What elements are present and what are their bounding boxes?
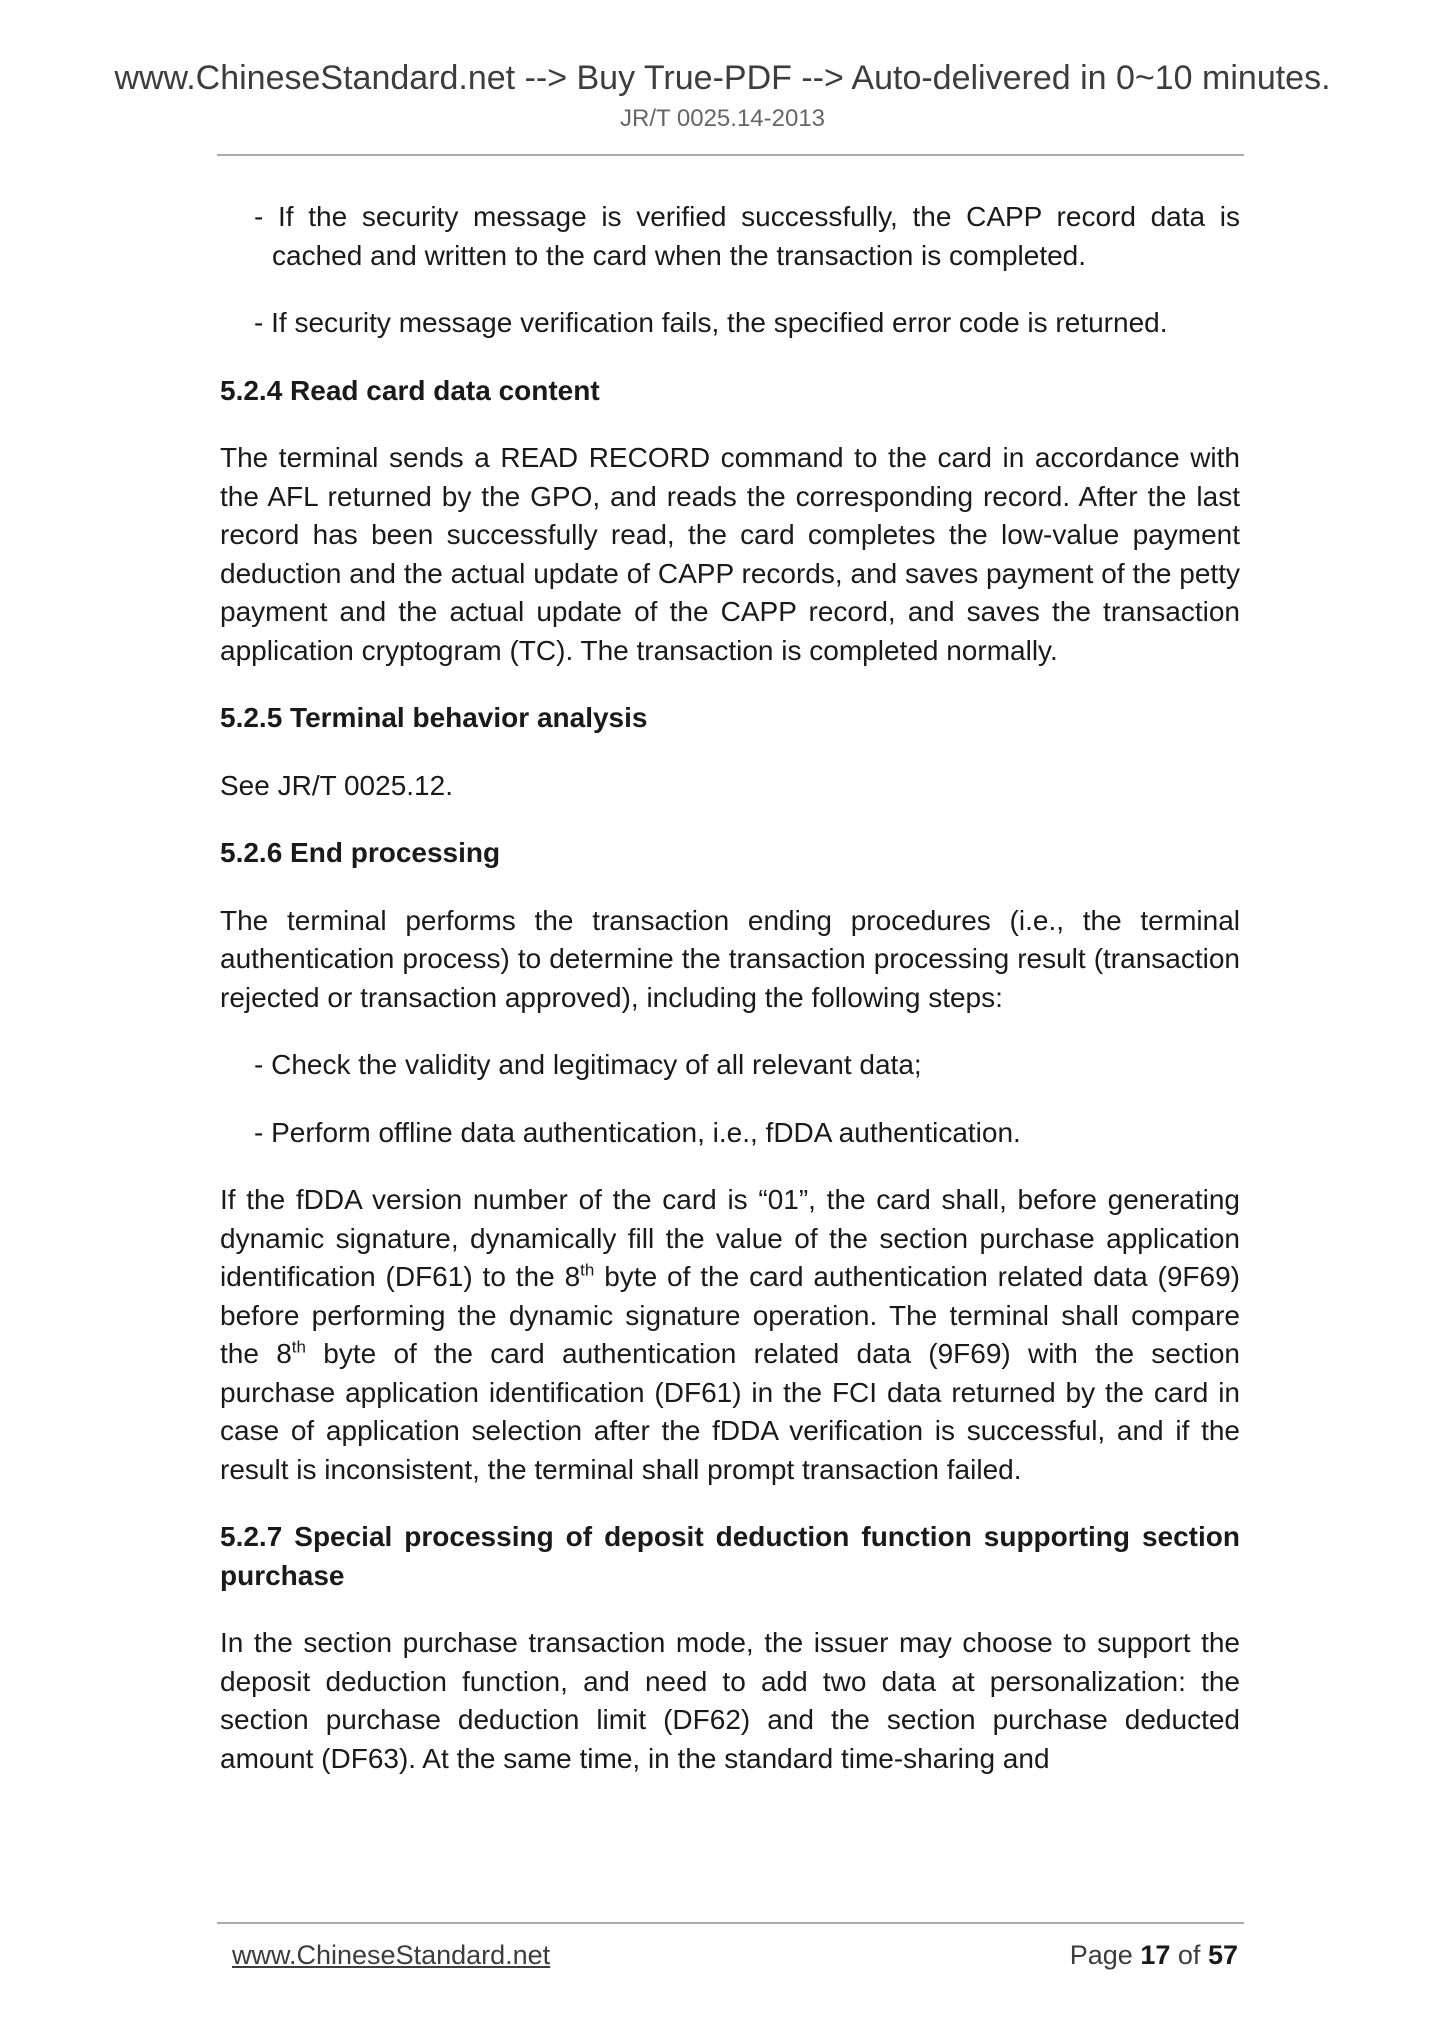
header-divider xyxy=(217,154,1244,156)
document-number: JR/T 0025.14-2013 xyxy=(619,105,826,132)
page-content xyxy=(220,198,1240,1807)
fdda-sup-1: th xyxy=(580,1260,595,1280)
bullet-check-validity: - Check the validity and legitimacy of all relevant data; xyxy=(254,1049,922,1080)
fdda-text-2: byte of the card authentication related data (9F69) before performing the dynamic signature operation. The terminal shall compare the 8 xyxy=(220,1261,1240,1369)
page-total: 57 xyxy=(1207,1940,1238,1970)
page-label: Page xyxy=(1069,1940,1133,1970)
paragraph-5-2-5: See JR/T 0025.12. xyxy=(220,769,453,801)
heading-5-2-7: 5.2.7 Special processing of deposit deduction function supporting section purchase xyxy=(220,1521,1240,1591)
footer-divider xyxy=(217,1922,1244,1924)
bullet-verify-fail: - If security message verification fails, the specified error code is returned. xyxy=(254,307,1168,338)
header-banner: www.ChineseStandard.net --> Buy True-PDF --> Auto-delivered in 0~10 minutes. xyxy=(114,59,1331,97)
paragraph-5-2-4: The terminal sends a READ RECORD command to the card in accordance with the AFL returned by the GPO, and reads the corresponding record. After the last record has been successfully read, the card completes the low-value payment deduction and the actual update of CAPP records, and saves payment of the petty payment and the actual update of the CAPP record, and saves the transaction application cryptogram (TC). The transaction is completed normally. xyxy=(220,442,1240,666)
page-header xyxy=(0,58,1445,134)
paragraph-5-2-6: The terminal performs the transaction ending procedures (i.e., the terminal authentication process) to determine the transaction processing result (transaction rejected or transaction approved), including the following steps: xyxy=(220,904,1240,1013)
fdda-text-1: If the fDDA version number of the card is “01”, the card shall, before generating dynamic signature, dynamically fill the value of the section purchase application identification (DF61) to the 8 xyxy=(220,1184,1240,1292)
paragraph-fdda xyxy=(220,1181,1240,1489)
page-of: of xyxy=(1177,1940,1201,1970)
fdda-text-3: byte of the card authentication related data (9F69) with the section purchase application identification (DF61) in the FCI data returned by the card in case of application selection after the fDDA verification is successful, and if the result is inconsistent, the terminal shall prompt transaction failed. xyxy=(220,1338,1241,1485)
bullet-offline-auth: - Perform offline data authentication, i.e., fDDA authentication. xyxy=(254,1116,1021,1148)
page-number xyxy=(1070,1940,1238,1971)
heading-5-2-4: 5.2.4 Read card data content xyxy=(220,374,600,406)
heading-5-2-6: 5.2.6 End processing xyxy=(220,837,501,868)
heading-5-2-5: 5.2.5 Terminal behavior analysis xyxy=(220,702,648,733)
footer-website-link[interactable]: www.ChineseStandard.net xyxy=(232,1940,551,1970)
paragraph-5-2-7: In the section purchase transaction mode, the issuer may choose to support the deposit deduction function, and need to add two data at personalization: the section purchase deduction limit (DF62) and the section purchase deducted amount (DF63). At the same time, in the standard time-sharing and xyxy=(220,1627,1240,1774)
fdda-sup-2: th xyxy=(291,1337,306,1357)
bullet-verify-success: - If the security message is verified successfully, the CAPP record data is cached and written to the card when the transaction is completed. xyxy=(254,201,1240,271)
page-current: 17 xyxy=(1140,1940,1171,1970)
